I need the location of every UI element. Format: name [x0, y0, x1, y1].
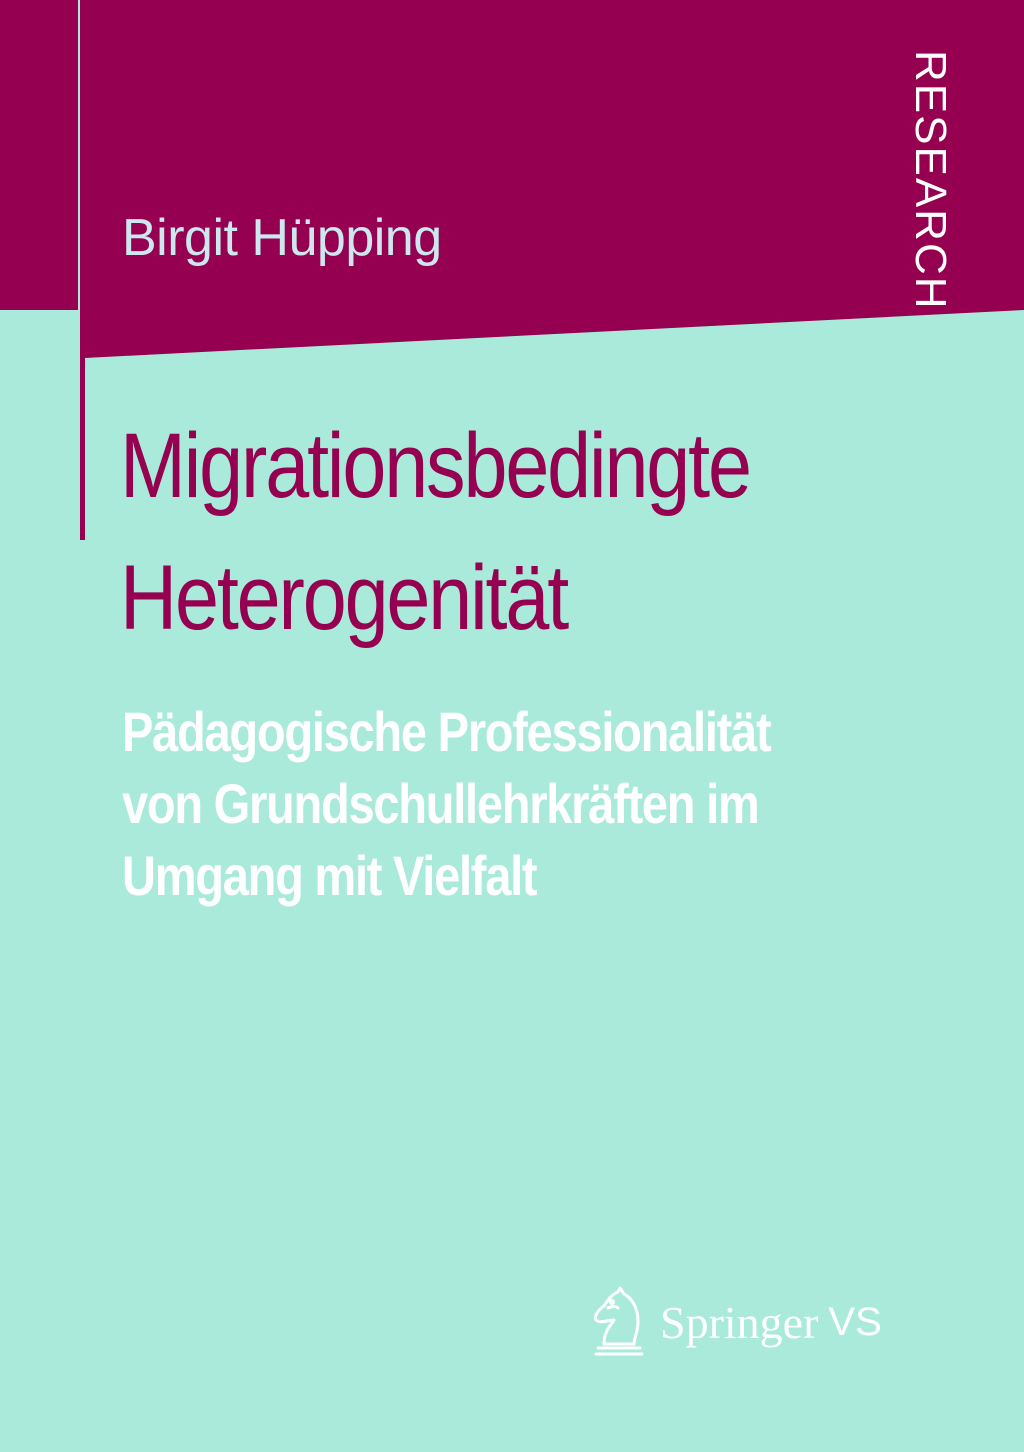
book-subtitle-line-2: von Grundschullehrkräften im	[122, 772, 759, 835]
series-label-text: RESEARCH	[906, 50, 955, 311]
publisher-imprint: VS	[828, 1299, 882, 1344]
publisher-logo	[588, 1285, 882, 1359]
book-title-line-1: Migrationsbedingte	[120, 415, 750, 517]
book-subtitle-line-1: Pädagogische Professionalität	[122, 700, 771, 763]
book-title	[120, 400, 750, 664]
vertical-accent-line	[80, 0, 85, 540]
book-subtitle-line-3: Umgang mit Vielfalt	[122, 844, 537, 907]
book-title-line-2: Heterogenität	[120, 547, 568, 649]
chess-knight-icon	[588, 1286, 648, 1358]
publisher-name: Springer	[660, 1296, 819, 1348]
header-band-shape	[0, 0, 1024, 360]
book-subtitle	[122, 696, 770, 912]
header-band	[0, 0, 1024, 360]
author-name: Birgit Hüpping	[122, 209, 442, 267]
